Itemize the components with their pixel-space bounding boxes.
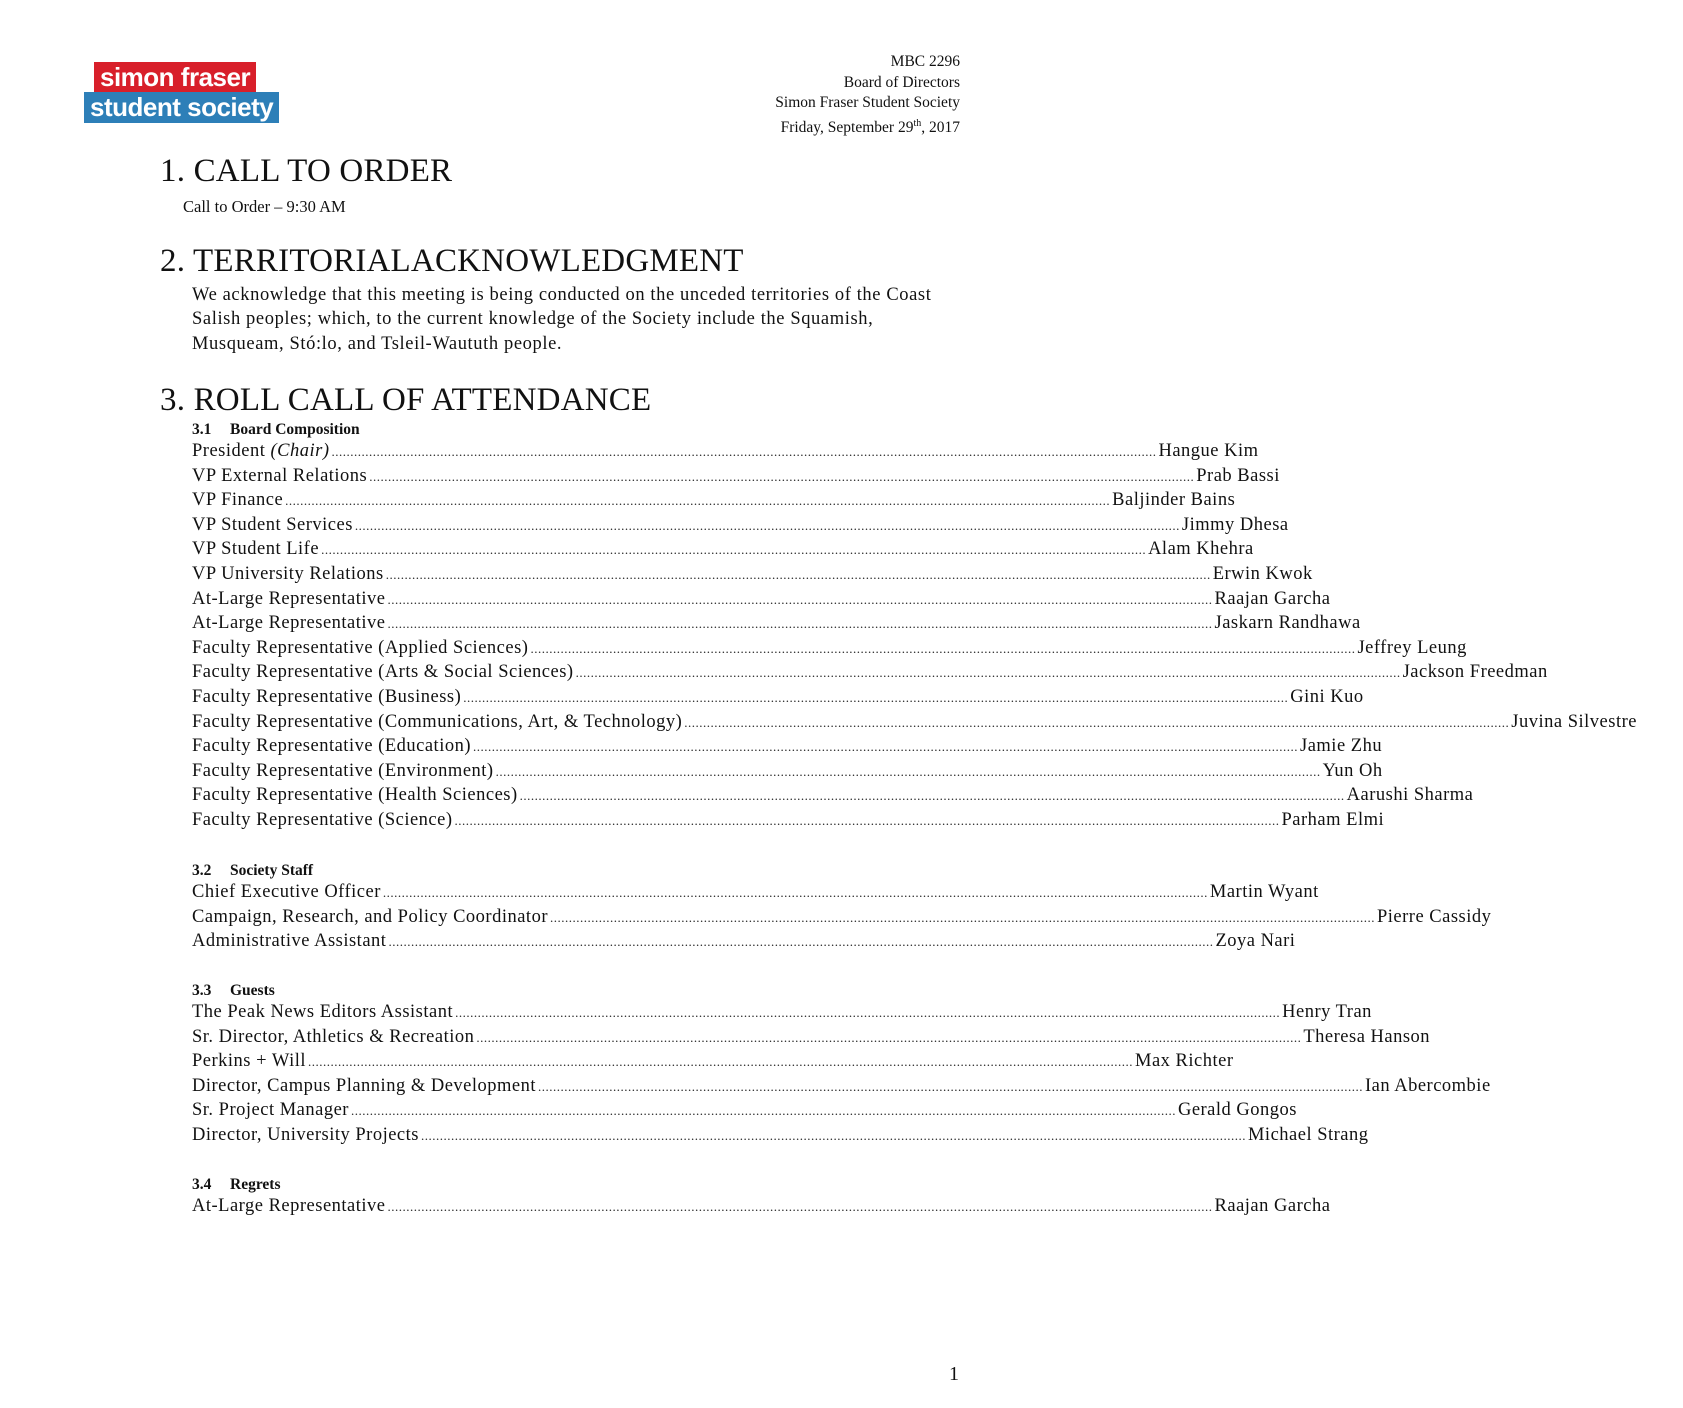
- attendee-role: Faculty Representative (Communications, Art, & Technology): [192, 711, 683, 732]
- attendance-row: [192, 711, 1637, 737]
- dot-leader: ............................................................................................................................................................................................................................: [387, 1199, 1213, 1214]
- attendee-name: Yun Oh: [1322, 760, 1383, 781]
- dot-leader: ............................................................................................................................................................................................................................: [388, 934, 1214, 950]
- attendance-row: [192, 563, 1313, 589]
- dot-leader: ............................................................................................................................................................................................................................: [354, 517, 1180, 533]
- attendee-name: Gini Kuo: [1290, 686, 1364, 707]
- attendee-name: Henry Tran: [1282, 1002, 1372, 1022]
- meeting-date: Friday, September 29th, 2017: [780, 117, 960, 136]
- attendee-name: Hangue Kim: [1158, 441, 1259, 461]
- dot-leader: ............................................................................................................................................................................................................................: [454, 812, 1280, 828]
- attendee-name: Baljinder Bains: [1112, 490, 1236, 511]
- attendance-row: [192, 514, 1289, 540]
- attendance-row: [192, 662, 1548, 687]
- dot-leader: ............................................................................................................................................................................................................................: [684, 714, 1510, 730]
- page-number: 1: [949, 1363, 959, 1385]
- attendee-name: Ian Abercombie: [1365, 1075, 1491, 1096]
- attendee-name: Raajan Garcha: [1214, 1196, 1331, 1216]
- document-header: [775, 52, 960, 138]
- attendance-row: [192, 882, 1319, 907]
- dot-leader: ............................................................................................................................................................................................................................: [519, 788, 1345, 804]
- attendance-row: [192, 736, 1383, 761]
- attendee-role: VP Finance: [192, 490, 284, 511]
- attendee-role: Faculty Representative (Arts & Social Sciences): [192, 662, 574, 683]
- attendance-row: [192, 1002, 1372, 1027]
- dot-leader: ............................................................................................................................................................................................................................: [530, 640, 1356, 656]
- attendance-row: [192, 1075, 1491, 1101]
- attendee-role: President (Chair): [192, 441, 330, 461]
- attendee-name: Jeffrey Leung: [1357, 637, 1467, 658]
- logo-line-2: student society: [84, 92, 279, 123]
- attendee-role: Sr. Director, Athletics & Recreation: [192, 1026, 475, 1047]
- attendance-list: [192, 882, 1492, 956]
- attendance-row: [192, 931, 1296, 956]
- dot-leader: ............................................................................................................................................................................................................................: [385, 566, 1211, 582]
- dot-leader: ............................................................................................................................................................................................................................: [285, 493, 1111, 509]
- attendee-role: Faculty Representative (Applied Sciences): [192, 637, 529, 658]
- subsection-title: 3.4 Regrets: [192, 1176, 281, 1193]
- attendee-name: Jaskarn Randhawa: [1214, 613, 1361, 634]
- dot-leader: ............................................................................................................................................................................................................................: [382, 885, 1208, 900]
- dot-leader: ............................................................................................................................................................................................................................: [538, 1078, 1363, 1094]
- attendee-name: Theresa Hanson: [1303, 1026, 1431, 1047]
- attendance-list: [192, 1002, 1491, 1150]
- attendance-row: [192, 760, 1383, 786]
- attendee-role: Faculty Representative (Health Sciences): [192, 785, 518, 806]
- attendee-name: Parham Elmi: [1281, 809, 1385, 830]
- organization-name: Simon Fraser Student Society: [775, 94, 960, 111]
- attendance-row: [192, 613, 1361, 638]
- dot-leader: ............................................................................................................................................................................................................................: [575, 665, 1401, 681]
- dot-leader: ............................................................................................................................................................................................................................: [369, 468, 1195, 484]
- attendance-row: [192, 490, 1236, 515]
- attendee-name: Martin Wyant: [1209, 882, 1319, 902]
- attendee-role: At-Large Representative: [192, 1196, 386, 1216]
- board-composition-section: [192, 419, 1637, 835]
- attendee-name: Erwin Kwok: [1212, 563, 1313, 584]
- attendee-name: Jamie Zhu: [1300, 736, 1383, 757]
- attendance-row: [192, 1100, 1297, 1125]
- dot-leader: ............................................................................................................................................................................................................................: [463, 689, 1289, 705]
- meeting-body: Board of Directors: [843, 73, 960, 91]
- dot-leader: ............................................................................................................................................................................................................................: [455, 1005, 1281, 1020]
- attendee-role: Campaign, Research, and Policy Coordinator: [192, 906, 548, 927]
- attendee-name: Prab Bassi: [1196, 465, 1280, 486]
- attendee-role: Director, Campus Planning & Development: [192, 1075, 536, 1096]
- attendee-name: Juvina Silvestre: [1511, 711, 1637, 732]
- attendee-name: Raajan Garcha: [1214, 588, 1331, 609]
- attendance-row: [192, 809, 1385, 835]
- attendee-role: Faculty Representative (Business): [192, 686, 462, 707]
- attendance-list: [192, 1196, 1331, 1221]
- attendance-row: [192, 686, 1364, 712]
- dot-leader: ............................................................................................................................................................................................................................: [331, 444, 1157, 459]
- attendee-role: Director, University Projects: [192, 1124, 419, 1145]
- attendance-list: [192, 441, 1637, 835]
- section-heading-territorial-acknowledgment: 2. TERRITORIALACKNOWLEDGMENT: [160, 243, 744, 279]
- section-heading-call-to-order: 1. CALL TO ORDER: [160, 153, 453, 189]
- subsection-title: 3.3 Guests: [192, 982, 275, 999]
- attendee-role: VP University Relations: [192, 563, 384, 584]
- society-staff-section: [192, 860, 1492, 956]
- attendee-role: The Peak News Editors Assistant: [192, 1002, 454, 1022]
- attendance-row: [192, 588, 1331, 614]
- guests-section: [192, 980, 1491, 1150]
- regrets-section: [192, 1174, 1331, 1221]
- attendance-row: [192, 906, 1492, 932]
- dot-leader: ............................................................................................................................................................................................................................: [476, 1029, 1302, 1045]
- dot-leader: ............................................................................................................................................................................................................................: [321, 542, 1147, 558]
- attendee-name: Michael Strang: [1247, 1124, 1369, 1145]
- attendee-role: Faculty Representative (Science): [192, 809, 453, 830]
- attendee-role: VP External Relations: [192, 465, 368, 486]
- attendance-row: [192, 1196, 1331, 1221]
- attendee-name: Max Richter: [1135, 1051, 1234, 1072]
- attendee-role: Administrative Assistant: [192, 931, 387, 952]
- attendee-role: Faculty Representative (Environment): [192, 760, 494, 781]
- attendee-role: At-Large Representative: [192, 588, 386, 609]
- attendee-name: Zoya Nari: [1215, 931, 1296, 952]
- meeting-code: MBC 2296: [890, 53, 960, 70]
- dot-leader: ............................................................................................................................................................................................................................: [495, 763, 1321, 779]
- dot-leader: ............................................................................................................................................................................................................................: [350, 1103, 1176, 1119]
- dot-leader: ............................................................................................................................................................................................................................: [549, 909, 1375, 925]
- dot-leader: ............................................................................................................................................................................................................................: [387, 591, 1213, 607]
- logo-line-1: simon fraser: [94, 62, 256, 92]
- attendee-role: Perkins + Will: [192, 1051, 306, 1072]
- attendee-name: Jackson Freedman: [1402, 662, 1548, 683]
- attendee-role: Chief Executive Officer: [192, 882, 381, 902]
- subsection-title: 3.1 Board Composition: [192, 421, 360, 438]
- attendee-role: VP Student Life: [192, 539, 320, 560]
- attendance-row: [192, 785, 1474, 810]
- attendance-row: [192, 539, 1254, 564]
- dot-leader: ............................................................................................................................................................................................................................: [387, 616, 1213, 632]
- attendee-role: Faculty Representative (Education): [192, 736, 471, 757]
- attendance-row: [192, 637, 1467, 663]
- dot-leader: ............................................................................................................................................................................................................................: [420, 1127, 1246, 1143]
- attendee-role: At-Large Representative: [192, 613, 386, 634]
- attendee-role: Sr. Project Manager: [192, 1100, 349, 1121]
- dot-leader: ............................................................................................................................................................................................................................: [473, 739, 1298, 755]
- attendee-name: Pierre Cassidy: [1376, 906, 1492, 927]
- attendee-name: Alam Khehra: [1148, 539, 1254, 560]
- attendance-row: [192, 441, 1259, 466]
- section-heading-roll-call: 3. ROLL CALL OF ATTENDANCE: [160, 382, 652, 418]
- attendance-row: [192, 465, 1280, 491]
- dot-leader: ............................................................................................................................................................................................................................: [308, 1054, 1133, 1070]
- attendee-name: Aarushi Sharma: [1346, 785, 1474, 806]
- attendance-row: [192, 1026, 1431, 1052]
- attendance-row: [192, 1124, 1369, 1150]
- subsection-title: 3.2 Society Staff: [192, 862, 314, 879]
- attendance-row: [192, 1051, 1234, 1076]
- territorial-acknowledgment-text: We acknowledge that this meeting is being conducted on the unceded territories of the Coast Salish peoples; which, to the current knowledge of the Society include the Squamish, Musqueam, Stó:lo, and Tsleil-Waututh people.: [192, 285, 932, 354]
- attendee-role: VP Student Services: [192, 514, 353, 535]
- attendee-name: Gerald Gongos: [1177, 1100, 1297, 1121]
- call-to-order-time: Call to Order – 9:30 AM: [183, 197, 346, 216]
- attendee-name: Jimmy Dhesa: [1181, 514, 1289, 535]
